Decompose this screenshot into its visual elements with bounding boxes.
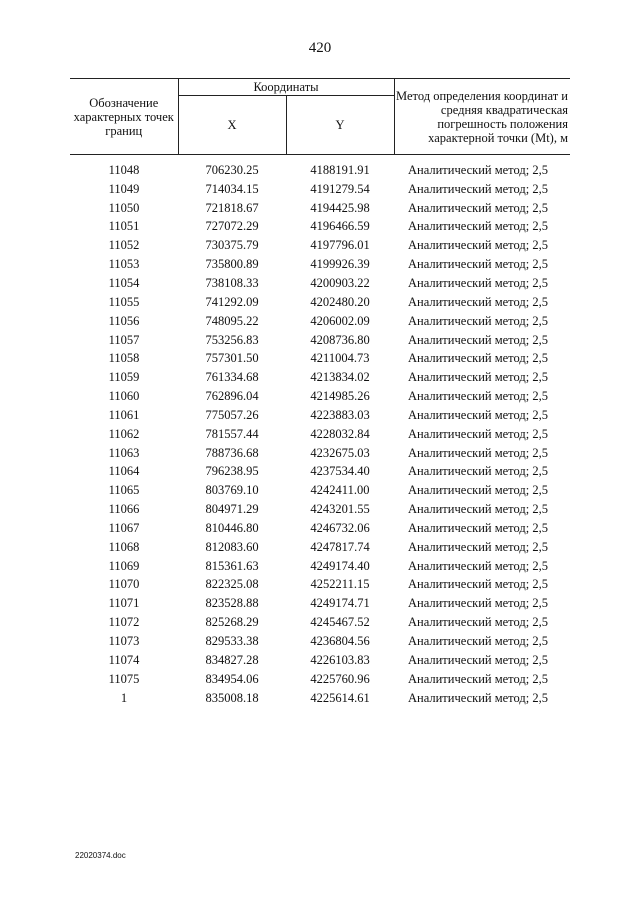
x-coordinate-cell: 706230.25: [205, 162, 259, 177]
x-coordinate-cell: 835008.18: [205, 690, 259, 705]
table-row: [70, 576, 570, 595]
y-coordinate-cell: 4202480.20: [310, 294, 370, 309]
point-id-cell: 11070: [108, 577, 140, 592]
method-cell: Аналитический метод; 2,5: [408, 502, 548, 517]
point-id-cell: 11075: [108, 671, 140, 686]
x-coordinate-cell: 748095.22: [205, 313, 259, 328]
x-coordinate-cell: 829533.38: [205, 634, 259, 649]
method-cell: Аналитический метод; 2,5: [408, 690, 548, 705]
method-cell: Аналитический метод; 2,5: [408, 445, 548, 460]
designation-header: Обозначение характерных точек границ: [70, 79, 178, 155]
table-row: [70, 444, 570, 463]
y-coordinate-cell: 4213834.02: [310, 370, 370, 385]
point-id-cell: 11049: [108, 181, 140, 196]
page-number: 420: [308, 40, 332, 56]
table-row: [70, 481, 570, 500]
table-row: [70, 632, 570, 651]
y-coordinate-cell: 4199926.39: [310, 257, 370, 272]
y-coordinate-cell: 4249174.71: [310, 596, 370, 611]
x-coordinate-cell: 804971.29: [205, 502, 259, 517]
point-id-cell: 11048: [108, 162, 140, 177]
method-cell: Аналитический метод; 2,5: [408, 332, 548, 347]
y-coordinate-cell: 4245467.52: [310, 615, 370, 630]
y-coordinate-cell: 4226103.83: [310, 652, 370, 667]
point-id-cell: 11065: [108, 483, 140, 498]
table-row: [70, 218, 570, 237]
x-coordinate-cell: 803769.10: [205, 483, 259, 498]
x-coordinate-cell: 762896.04: [205, 389, 259, 404]
table-row: [70, 255, 570, 274]
method-cell: Аналитический метод; 2,5: [408, 389, 548, 404]
table-row: [70, 425, 570, 444]
x-coordinate-cell: 796238.95: [205, 464, 259, 479]
method-cell: Аналитический метод; 2,5: [408, 275, 548, 290]
table-row: [70, 387, 570, 406]
table-row: [70, 236, 570, 255]
y-coordinate-cell: 4243201.55: [310, 502, 370, 517]
point-id-cell: 11059: [108, 370, 140, 385]
table-row: [70, 689, 570, 708]
x-header: X: [178, 96, 286, 155]
table-header: [70, 79, 570, 155]
y-coordinate-cell: 4191279.54: [310, 181, 370, 196]
point-id-cell: 11061: [108, 407, 140, 422]
method-cell: Аналитический метод; 2,5: [408, 200, 548, 215]
x-coordinate-cell: 735800.89: [205, 257, 259, 272]
y-coordinate-cell: 4236804.56: [310, 634, 370, 649]
point-id-cell: 11058: [108, 351, 140, 366]
x-coordinate-cell: 741292.09: [205, 294, 259, 309]
x-coordinate-cell: 781557.44: [205, 426, 259, 441]
method-cell: Аналитический метод; 2,5: [408, 294, 548, 309]
x-coordinate-cell: 775057.26: [205, 407, 259, 422]
y-coordinate-cell: 4211004.73: [310, 351, 370, 366]
x-coordinate-cell: 738108.33: [205, 275, 259, 290]
y-coordinate-cell: 4249174.40: [310, 558, 370, 573]
table-row: [70, 538, 570, 557]
y-coordinate-cell: 4252211.15: [310, 577, 370, 592]
method-cell: Аналитический метод; 2,5: [408, 464, 548, 479]
x-coordinate-cell: 730375.79: [205, 238, 259, 253]
table-row: [70, 312, 570, 331]
method-cell: Аналитический метод; 2,5: [408, 483, 548, 498]
y-coordinate-cell: 4214985.26: [310, 389, 370, 404]
method-cell: Аналитический метод; 2,5: [408, 634, 548, 649]
table-row: [70, 406, 570, 425]
x-coordinate-cell: 714034.15: [205, 181, 259, 196]
method-cell: Аналитический метод; 2,5: [408, 426, 548, 441]
y-coordinate-cell: 4237534.40: [310, 464, 370, 479]
point-id-cell: 11073: [108, 634, 140, 649]
table-row: [70, 274, 570, 293]
point-id-cell: 1: [120, 690, 128, 705]
y-coordinate-cell: 4194425.98: [310, 200, 370, 215]
point-id-cell: 11052: [108, 238, 140, 253]
y-coordinate-cell: 4246732.06: [310, 520, 370, 535]
point-id-cell: 11066: [108, 502, 140, 517]
method-cell: Аналитический метод; 2,5: [408, 407, 548, 422]
point-id-cell: 11057: [108, 332, 140, 347]
x-coordinate-cell: 822325.08: [205, 577, 259, 592]
point-id-cell: 11055: [108, 294, 140, 309]
method-cell: Аналитический метод; 2,5: [408, 370, 548, 385]
y-coordinate-cell: 4225614.61: [310, 690, 370, 705]
y-coordinate-cell: 4242411.00: [310, 483, 370, 498]
x-coordinate-cell: 788736.68: [205, 445, 259, 460]
table-body: [70, 155, 570, 708]
table-row: [70, 463, 570, 482]
table-row: [70, 594, 570, 613]
x-coordinate-cell: 761334.68: [205, 370, 259, 385]
y-coordinate-cell: 4188191.91: [310, 162, 370, 177]
point-id-cell: 11062: [108, 426, 140, 441]
y-coordinate-cell: 4200903.22: [310, 275, 370, 290]
point-id-cell: 11053: [108, 257, 140, 272]
x-coordinate-cell: 825268.29: [205, 615, 259, 630]
point-id-cell: 11060: [108, 389, 140, 404]
point-id-cell: 11064: [108, 464, 140, 479]
y-coordinate-cell: 4228032.84: [310, 426, 370, 441]
x-coordinate-cell: 823528.88: [205, 596, 259, 611]
method-cell: Аналитический метод; 2,5: [408, 313, 548, 328]
table-row: [70, 500, 570, 519]
method-cell: Аналитический метод; 2,5: [408, 219, 548, 234]
method-cell: Аналитический метод; 2,5: [408, 520, 548, 535]
table-row: [70, 368, 570, 387]
method-cell: Аналитический метод; 2,5: [408, 615, 548, 630]
method-cell: Аналитический метод; 2,5: [408, 351, 548, 366]
point-id-cell: 11063: [108, 445, 140, 460]
table-row: [70, 180, 570, 199]
point-id-cell: 11069: [108, 558, 140, 573]
coordinates-header: Координаты: [178, 79, 394, 96]
point-id-cell: 11050: [108, 200, 140, 215]
method-cell: Аналитический метод; 2,5: [408, 162, 548, 177]
x-coordinate-cell: 753256.83: [205, 332, 259, 347]
point-id-cell: 11068: [108, 539, 140, 554]
table-row: [70, 557, 570, 576]
y-coordinate-cell: 4196466.59: [310, 219, 370, 234]
table-row: [70, 293, 570, 312]
x-coordinate-cell: 757301.50: [205, 351, 259, 366]
table-row: [70, 199, 570, 218]
table-row: [70, 651, 570, 670]
x-coordinate-cell: 834827.28: [205, 652, 259, 667]
method-cell: Аналитический метод; 2,5: [408, 238, 548, 253]
y-coordinate-cell: 4208736.80: [310, 332, 370, 347]
table-row: [70, 613, 570, 632]
method-cell: Аналитический метод; 2,5: [408, 577, 548, 592]
y-coordinate-cell: 4197796.01: [310, 238, 370, 253]
method-header: Метод определения координат и средняя квадратическая погрешность положения характерной точки (Mt), м: [394, 79, 570, 155]
x-coordinate-cell: 812083.60: [205, 539, 259, 554]
footer-filename: 22020374.doc: [75, 851, 126, 860]
coordinates-table: [70, 78, 570, 707]
y-coordinate-cell: 4225760.96: [310, 671, 370, 686]
table-row: [70, 519, 570, 538]
table-row: [70, 670, 570, 689]
method-cell: Аналитический метод; 2,5: [408, 558, 548, 573]
point-id-cell: 11051: [108, 219, 140, 234]
method-cell: Аналитический метод; 2,5: [408, 539, 548, 554]
y-coordinate-cell: 4223883.03: [310, 407, 370, 422]
method-cell: Аналитический метод; 2,5: [408, 181, 548, 196]
x-coordinate-cell: 834954.06: [205, 671, 259, 686]
table-row: [70, 331, 570, 350]
point-id-cell: 11056: [108, 313, 140, 328]
y-coordinate-cell: 4247817.74: [310, 539, 370, 554]
table-row: [70, 155, 570, 180]
point-id-cell: 11067: [108, 520, 140, 535]
table-row: [70, 349, 570, 368]
method-cell: Аналитический метод; 2,5: [408, 257, 548, 272]
point-id-cell: 11074: [108, 652, 140, 667]
x-coordinate-cell: 810446.80: [205, 520, 259, 535]
method-cell: Аналитический метод; 2,5: [408, 652, 548, 667]
method-cell: Аналитический метод; 2,5: [408, 671, 548, 686]
point-id-cell: 11071: [108, 596, 140, 611]
x-coordinate-cell: 721818.67: [205, 200, 259, 215]
y-coordinate-cell: 4232675.03: [310, 445, 370, 460]
y-coordinate-cell: 4206002.09: [310, 313, 370, 328]
method-cell: Аналитический метод; 2,5: [408, 596, 548, 611]
x-coordinate-cell: 727072.29: [205, 219, 259, 234]
y-header: Y: [286, 96, 394, 155]
point-id-cell: 11054: [108, 275, 140, 290]
x-coordinate-cell: 815361.63: [205, 558, 259, 573]
point-id-cell: 11072: [108, 615, 140, 630]
